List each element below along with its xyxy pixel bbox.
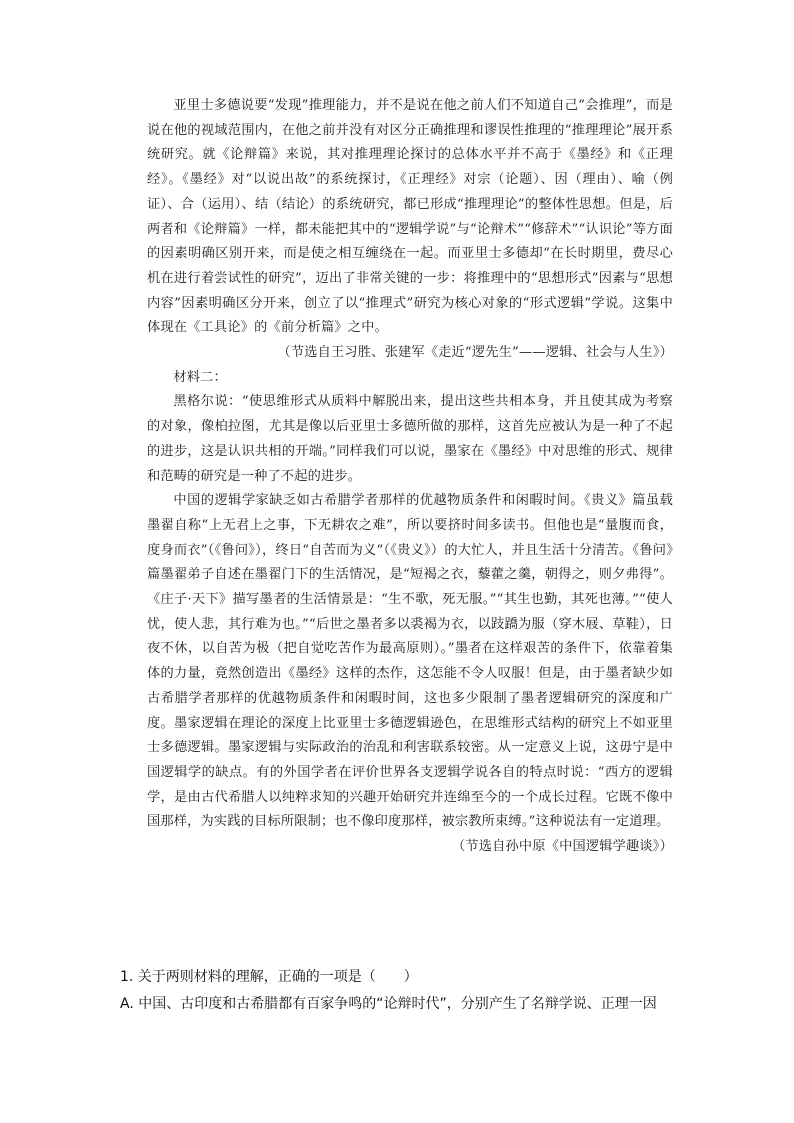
option-a[interactable]: A. 中国、古印度和古希腊都有百家争鸣的“论辩时代”，分别产生了名辩学说、正理一因	[120, 996, 657, 1012]
source-citation-1: （节选自王习胜、张建军《走近“逻先生”——逻辑、社会与人生》）	[277, 345, 673, 361]
paragraph-mohist-conditions: 中国的逻辑学家缺乏如古希腊学者那样的优越物质条件和闲暇时间。《贵义》篇虽载墨翟自称“上无君上之事，下无耕农之难”，所以要挤时间多读书。但他也是“量腹而食，度身而衣”（《鲁问》），终日“自苦而为义”（《贵义》）的大忙人，并且生活十分清苦。《鲁问》篇墨翟弟子自述在墨翟门下的生活情况，是“短褐之衣，藜藿之羹，朝得之，则夕弗得”。《庄子·天下》描写墨者的生活情景是：“生不歌，死无服。”“其生也勤，其死也薄。”“使人忧，使人悲，其行难为也。”“后世之墨者多以裘褐为衣，以跂蹻为服（穿木屐、草鞋），日夜不休，以自苦为极（把自觉吃苦作为最高原则）。”墨者在这样艰苦的条件下，依靠着集体的力量，竟然创造出《墨经》这样的杰作，这怎能不令人叹服！但是，由于墨者缺少如古希腊学者那样的优越物质条件和闲暇时间，这也多少限制了墨者逻辑研究的深度和广度。墨家逻辑在理论的深度上比亚里士多德逻辑逊色，在思维形式结构的研究上不如亚里士多德逻辑。墨家逻辑与实际政治的治乱和利害联系较密。从一定意义上说，这毋宁是中国逻辑学的缺点。有的外国学者在评价世界各支逻辑学说各自的特点时说：“西方的逻辑学，是由古代希腊人以纯粹求知的兴趣开始研究并连绵至今的一个成长过程。它既不像中国那样，为实践的目标所限制；也不像印度那样，被宗教所束缚。”这种说法有一定道理。	[147, 493, 673, 830]
paragraph-aristotle: 亚里士多德说要“发现”推理能力，并不是说在他之前人们不知道自己“会推理”，而是说在他的视域范围内，在他之前并没有对区分正确推理和谬误性推理的“推理理论”展开系统研究。就《论辩篇》来说，其对推理理论探讨的总体水平并不高于《墨经》和《正理经》。《墨经》对“以说出故”的系统探讨，《正理经》对宗（论题）、因（理由）、喻（例证）、合（运用）、结（结论）的系统研究，都已形成“推理理论”的整体性思想。但是，后两者和《论辩篇》一样，都未能把其中的“逻辑学说”与“论辩术”“修辞术”“认识论”等方面的因素明确区别开来，而是使之相互缠绕在一起。而亚里士多德却“在长时期里，费尽心机在进行着尝试性的研究”，迈出了非常关键的一步：将推理中的“思想形式”因素与“思想内容”因素明确区分开来，创立了以“推理式”研究为核心对象的“形式逻辑”学说。这集中体现在《工具论》的《前分析篇》之中。	[147, 98, 673, 336]
material-two-label: 材料二：	[173, 369, 227, 385]
passage-body	[147, 94, 673, 860]
paragraph-hegel: 黑格尔说：“使思维形式从质料中解脱出来，提出这些共相本身，并且使其成为考察的对象，像柏拉图，尤其是像以后亚里士多德所做的那样，这首先应被认为是一种了不起的进步，这是认识共相的开端。”同样我们可以说，墨家在《墨经》中对思维的形式、规律和范畴的研究是一种了不起的进步。	[147, 394, 673, 484]
question-stem: 1. 关于两则材料的理解，正确的一项是（ ）	[120, 969, 418, 985]
source-citation-2: （节选自孙中原《中国逻辑学趣谈》）	[452, 839, 673, 855]
question-block	[120, 964, 680, 1018]
